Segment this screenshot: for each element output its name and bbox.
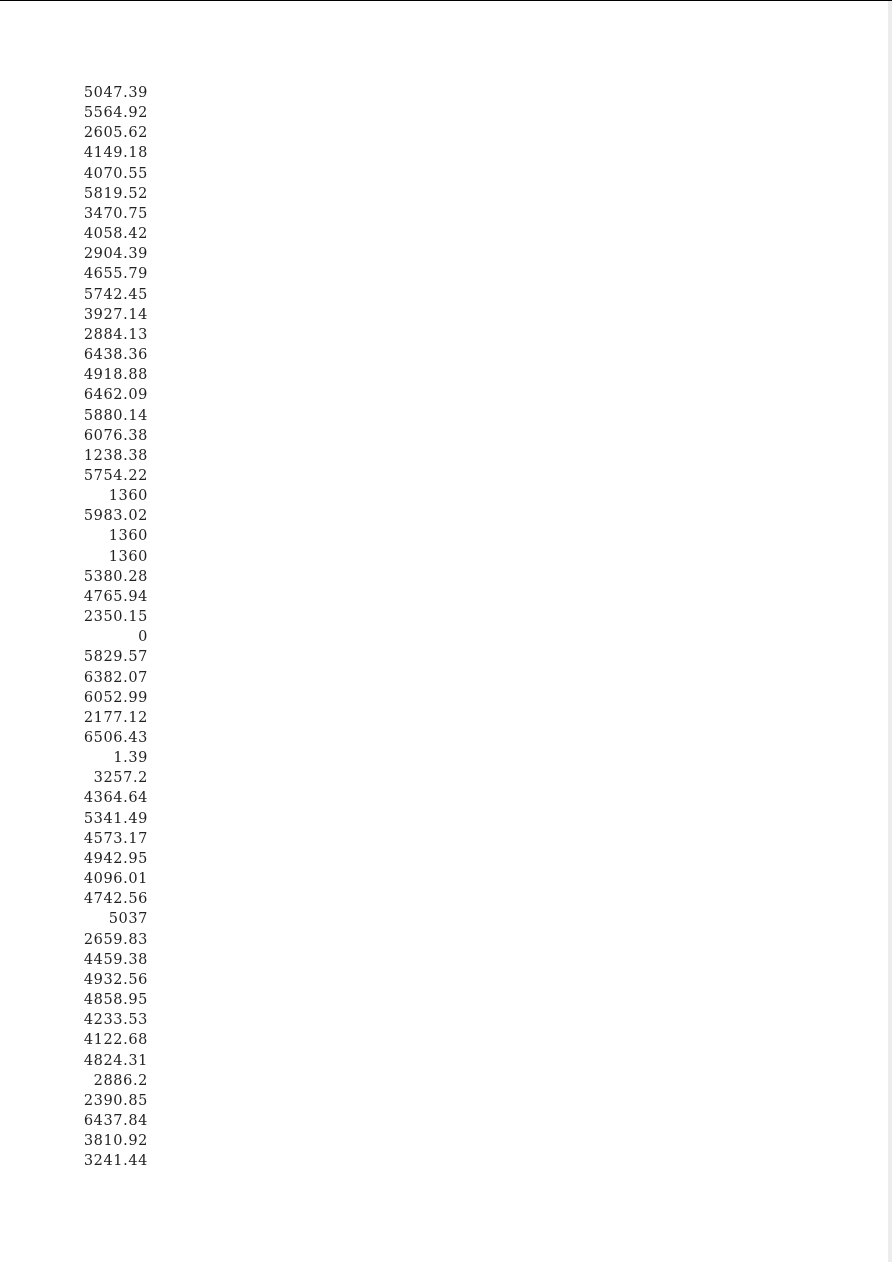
value-cell: 5983.02 — [83, 508, 148, 525]
value-cell: 6438.36 — [83, 347, 148, 364]
value-cell: 5380.28 — [83, 568, 148, 585]
value-cell: 4149.18 — [83, 145, 148, 162]
value-cell: 3470.75 — [83, 205, 148, 222]
value-cell: 2390.85 — [83, 1092, 148, 1109]
value-cell: 1238.38 — [83, 447, 148, 464]
value-cell: 6462.09 — [83, 387, 148, 404]
value-cell: 4459.38 — [83, 951, 148, 968]
value-cell: 4858.95 — [83, 992, 148, 1009]
value-cell: 4942.95 — [83, 850, 148, 867]
page-top-border — [0, 0, 892, 1]
value-cell: 1360 — [108, 488, 148, 505]
value-cell: 2605.62 — [83, 125, 148, 142]
value-cell: 3241.44 — [83, 1153, 148, 1170]
value-cell: 1.39 — [113, 750, 148, 767]
value-cell: 4765.94 — [83, 588, 148, 605]
value-cell: 4096.01 — [83, 871, 148, 888]
value-cell: 4824.31 — [83, 1052, 148, 1069]
value-cell: 1360 — [108, 528, 148, 545]
value-cell: 3257.2 — [93, 770, 148, 787]
value-cell: 0 — [138, 629, 148, 646]
page-right-edge — [888, 1, 892, 1262]
value-cell: 2884.13 — [83, 326, 148, 343]
value-cell: 2659.83 — [83, 931, 148, 948]
value-cell: 5880.14 — [83, 407, 148, 424]
value-cell: 4364.64 — [83, 790, 148, 807]
value-cell: 6437.84 — [83, 1112, 148, 1129]
value-cell: 4932.56 — [83, 971, 148, 988]
value-cell: 5754.22 — [83, 467, 148, 484]
value-cell: 6382.07 — [83, 669, 148, 686]
value-cell: 4122.68 — [83, 1032, 148, 1049]
value-cell: 3810.92 — [83, 1133, 148, 1150]
value-cell: 5037 — [108, 911, 148, 928]
value-cell: 5819.52 — [83, 185, 148, 202]
value-cell: 3927.14 — [83, 306, 148, 323]
value-cell: 2886.2 — [93, 1072, 148, 1089]
value-cell: 6052.99 — [83, 689, 148, 706]
value-cell: 6076.38 — [83, 427, 148, 444]
value-cell: 2904.39 — [83, 246, 148, 263]
value-cell: 5047.39 — [83, 85, 148, 101]
value-cell: 4918.88 — [83, 367, 148, 384]
value-cell: 2350.15 — [83, 609, 148, 626]
value-cell: 5829.57 — [83, 649, 148, 666]
value-cell: 4233.53 — [83, 1012, 148, 1029]
value-cell: 4742.56 — [83, 891, 148, 908]
value-cell: 1360 — [108, 548, 148, 565]
value-cell: 5341.49 — [83, 810, 148, 827]
value-cell: 6506.43 — [83, 730, 148, 746]
value-cell: 4058.42 — [83, 226, 148, 243]
value-column — [76, 83, 148, 1171]
value-cell: 5742.45 — [83, 286, 148, 303]
value-cell: 5564.92 — [83, 105, 148, 122]
value-cell: 4573.17 — [83, 830, 148, 847]
value-cell: 4070.55 — [83, 165, 148, 182]
value-cell: 2177.12 — [83, 709, 148, 726]
value-cell: 4655.79 — [83, 266, 148, 283]
